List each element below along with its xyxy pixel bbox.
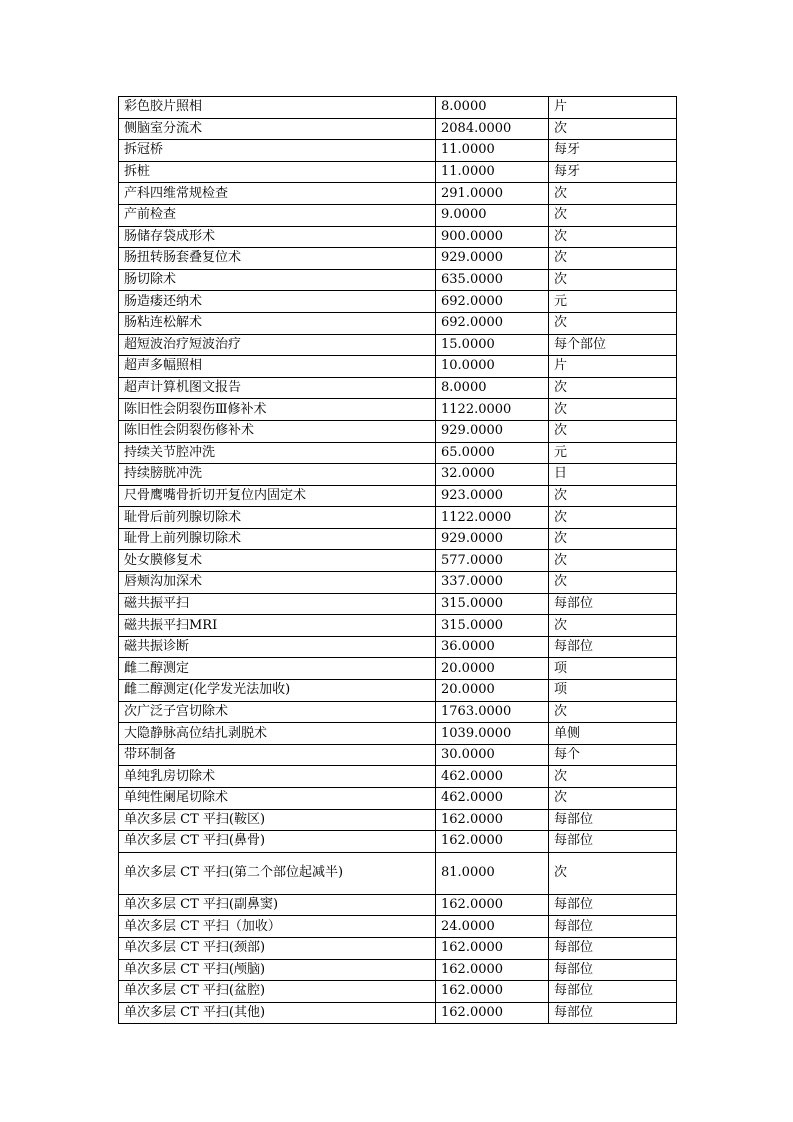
table-row	[119, 334, 677, 356]
fee-table-body	[119, 97, 677, 1024]
unit-cell: 每个	[549, 744, 677, 766]
unit-cell: 每部位	[549, 894, 677, 916]
item-name-cell: 肠储存袋成形术	[119, 226, 436, 248]
price-cell: 65.0000	[436, 442, 549, 464]
price-cell: 162.0000	[436, 831, 549, 853]
item-name-cell: 陈旧性会阴裂伤修补术	[119, 420, 436, 442]
table-row	[119, 658, 677, 680]
price-cell: 15.0000	[436, 334, 549, 356]
table-row	[119, 680, 677, 702]
item-name-cell: 单次多层 CT 平扫(鞍区)	[119, 809, 436, 831]
price-cell: 315.0000	[436, 593, 549, 615]
item-name-cell: 侧脑室分流术	[119, 118, 436, 140]
unit-cell: 次	[549, 420, 677, 442]
item-name-cell: 超短波治疗短波治疗	[119, 334, 436, 356]
unit-cell: 每部位	[549, 937, 677, 959]
table-row	[119, 744, 677, 766]
unit-cell: 次	[549, 852, 677, 894]
price-cell: 10.0000	[436, 356, 549, 378]
unit-cell: 每部位	[549, 959, 677, 981]
unit-cell: 次	[549, 701, 677, 723]
unit-cell: 每部位	[549, 593, 677, 615]
item-name-cell: 磁共振诊断	[119, 636, 436, 658]
price-cell: 462.0000	[436, 766, 549, 788]
price-cell: 1122.0000	[436, 507, 549, 529]
item-name-cell: 持续膀胱冲洗	[119, 464, 436, 486]
item-name-cell: 肠粘连松解术	[119, 312, 436, 334]
unit-cell: 次	[549, 615, 677, 637]
item-name-cell: 产科四维常规检查	[119, 183, 436, 205]
table-row	[119, 723, 677, 745]
item-name-cell: 彩色胶片照相	[119, 97, 436, 119]
price-cell: 923.0000	[436, 485, 549, 507]
table-row	[119, 528, 677, 550]
table-row	[119, 959, 677, 981]
unit-cell: 每部位	[549, 981, 677, 1003]
unit-cell: 次	[549, 312, 677, 334]
price-cell: 162.0000	[436, 959, 549, 981]
table-row	[119, 507, 677, 529]
unit-cell: 次	[549, 226, 677, 248]
table-row	[119, 248, 677, 270]
table-row	[119, 269, 677, 291]
unit-cell: 片	[549, 356, 677, 378]
unit-cell: 元	[549, 442, 677, 464]
unit-cell: 次	[549, 183, 677, 205]
item-name-cell: 肠造瘘还纳术	[119, 291, 436, 313]
item-name-cell: 磁共振平扫MRI	[119, 615, 436, 637]
table-row	[119, 97, 677, 119]
table-row	[119, 420, 677, 442]
unit-cell: 每个部位	[549, 334, 677, 356]
unit-cell: 每牙	[549, 140, 677, 162]
item-name-cell: 单次多层 CT 平扫(颈部)	[119, 937, 436, 959]
item-name-cell: 超声计算机图文报告	[119, 377, 436, 399]
item-name-cell: 耻骨上前列腺切除术	[119, 528, 436, 550]
price-cell: 162.0000	[436, 809, 549, 831]
table-row	[119, 550, 677, 572]
price-cell: 315.0000	[436, 615, 549, 637]
item-name-cell: 单纯乳房切除术	[119, 766, 436, 788]
item-name-cell: 带环制备	[119, 744, 436, 766]
item-name-cell: 肠扭转肠套叠复位术	[119, 248, 436, 270]
price-cell: 11.0000	[436, 161, 549, 183]
table-row	[119, 118, 677, 140]
price-cell: 635.0000	[436, 269, 549, 291]
unit-cell: 次	[549, 377, 677, 399]
price-cell: 929.0000	[436, 420, 549, 442]
table-row	[119, 226, 677, 248]
price-cell: 162.0000	[436, 937, 549, 959]
table-row	[119, 572, 677, 594]
unit-cell: 次	[549, 269, 677, 291]
price-cell: 1763.0000	[436, 701, 549, 723]
unit-cell: 每部位	[549, 916, 677, 938]
item-name-cell: 唇颊沟加深术	[119, 572, 436, 594]
unit-cell: 单侧	[549, 723, 677, 745]
price-cell: 9.0000	[436, 204, 549, 226]
item-name-cell: 次广泛子宫切除术	[119, 701, 436, 723]
unit-cell: 元	[549, 291, 677, 313]
price-cell: 30.0000	[436, 744, 549, 766]
item-name-cell: 单次多层 CT 平扫(第二个部位起减半)	[119, 852, 436, 894]
unit-cell: 每牙	[549, 161, 677, 183]
unit-cell: 每部位	[549, 1002, 677, 1024]
price-cell: 162.0000	[436, 1002, 549, 1024]
table-row	[119, 204, 677, 226]
item-name-cell: 拆冠桥	[119, 140, 436, 162]
unit-cell: 次	[549, 507, 677, 529]
table-row	[119, 636, 677, 658]
table-row	[119, 161, 677, 183]
item-name-cell: 超声多幅照相	[119, 356, 436, 378]
item-name-cell: 产前检查	[119, 204, 436, 226]
price-cell: 1039.0000	[436, 723, 549, 745]
table-row	[119, 377, 677, 399]
unit-cell: 次	[549, 572, 677, 594]
price-cell: 81.0000	[436, 852, 549, 894]
price-cell: 577.0000	[436, 550, 549, 572]
price-cell: 162.0000	[436, 894, 549, 916]
table-row	[119, 766, 677, 788]
table-row	[119, 291, 677, 313]
unit-cell: 次	[549, 118, 677, 140]
price-cell: 692.0000	[436, 291, 549, 313]
table-row	[119, 140, 677, 162]
price-cell: 8.0000	[436, 377, 549, 399]
table-row	[119, 464, 677, 486]
item-name-cell: 尺骨鹰嘴骨折切开复位内固定术	[119, 485, 436, 507]
price-cell: 929.0000	[436, 528, 549, 550]
table-row	[119, 312, 677, 334]
price-cell: 20.0000	[436, 658, 549, 680]
table-row	[119, 937, 677, 959]
unit-cell: 次	[549, 528, 677, 550]
table-row	[119, 593, 677, 615]
item-name-cell: 雌二醇测定	[119, 658, 436, 680]
unit-cell: 项	[549, 680, 677, 702]
unit-cell: 次	[549, 788, 677, 810]
price-cell: 2084.0000	[436, 118, 549, 140]
item-name-cell: 单次多层 CT 平扫(其他)	[119, 1002, 436, 1024]
unit-cell: 片	[549, 97, 677, 119]
price-cell: 462.0000	[436, 788, 549, 810]
table-row	[119, 399, 677, 421]
table-row	[119, 183, 677, 205]
unit-cell: 次	[549, 550, 677, 572]
table-row	[119, 831, 677, 853]
table-row	[119, 442, 677, 464]
item-name-cell: 持续关节腔冲洗	[119, 442, 436, 464]
price-cell: 692.0000	[436, 312, 549, 334]
item-name-cell: 磁共振平扫	[119, 593, 436, 615]
price-cell: 291.0000	[436, 183, 549, 205]
unit-cell: 次	[549, 485, 677, 507]
table-row	[119, 1002, 677, 1024]
table-row	[119, 916, 677, 938]
table-row	[119, 788, 677, 810]
unit-cell: 项	[549, 658, 677, 680]
price-cell: 1122.0000	[436, 399, 549, 421]
item-name-cell: 陈旧性会阴裂伤Ⅲ修补术	[119, 399, 436, 421]
item-name-cell: 拆桩	[119, 161, 436, 183]
item-name-cell: 单次多层 CT 平扫（加收）	[119, 916, 436, 938]
price-cell: 11.0000	[436, 140, 549, 162]
unit-cell: 日	[549, 464, 677, 486]
price-cell: 900.0000	[436, 226, 549, 248]
item-name-cell: 耻骨后前列腺切除术	[119, 507, 436, 529]
table-row	[119, 356, 677, 378]
table-row	[119, 809, 677, 831]
unit-cell: 次	[549, 766, 677, 788]
price-cell: 337.0000	[436, 572, 549, 594]
item-name-cell: 单次多层 CT 平扫(鼻骨)	[119, 831, 436, 853]
unit-cell: 每部位	[549, 831, 677, 853]
table-row	[119, 615, 677, 637]
fee-table	[118, 96, 677, 1024]
item-name-cell: 单次多层 CT 平扫(颅脑)	[119, 959, 436, 981]
unit-cell: 每部位	[549, 809, 677, 831]
item-name-cell: 肠切除术	[119, 269, 436, 291]
item-name-cell: 处女膜修复术	[119, 550, 436, 572]
table-row	[119, 701, 677, 723]
table-row	[119, 485, 677, 507]
item-name-cell: 单次多层 CT 平扫(盆腔)	[119, 981, 436, 1003]
unit-cell: 每部位	[549, 636, 677, 658]
item-name-cell: 大隐静脉高位结扎剥脱术	[119, 723, 436, 745]
table-row	[119, 852, 677, 894]
item-name-cell: 单纯性阑尾切除术	[119, 788, 436, 810]
price-cell: 20.0000	[436, 680, 549, 702]
item-name-cell: 雌二醇测定(化学发光法加收)	[119, 680, 436, 702]
price-cell: 162.0000	[436, 981, 549, 1003]
price-cell: 24.0000	[436, 916, 549, 938]
table-row	[119, 981, 677, 1003]
table-row	[119, 894, 677, 916]
item-name-cell: 单次多层 CT 平扫(副鼻窦)	[119, 894, 436, 916]
price-cell: 36.0000	[436, 636, 549, 658]
price-cell: 929.0000	[436, 248, 549, 270]
unit-cell: 次	[549, 399, 677, 421]
price-cell: 32.0000	[436, 464, 549, 486]
unit-cell: 次	[549, 248, 677, 270]
price-cell: 8.0000	[436, 97, 549, 119]
unit-cell: 次	[549, 204, 677, 226]
